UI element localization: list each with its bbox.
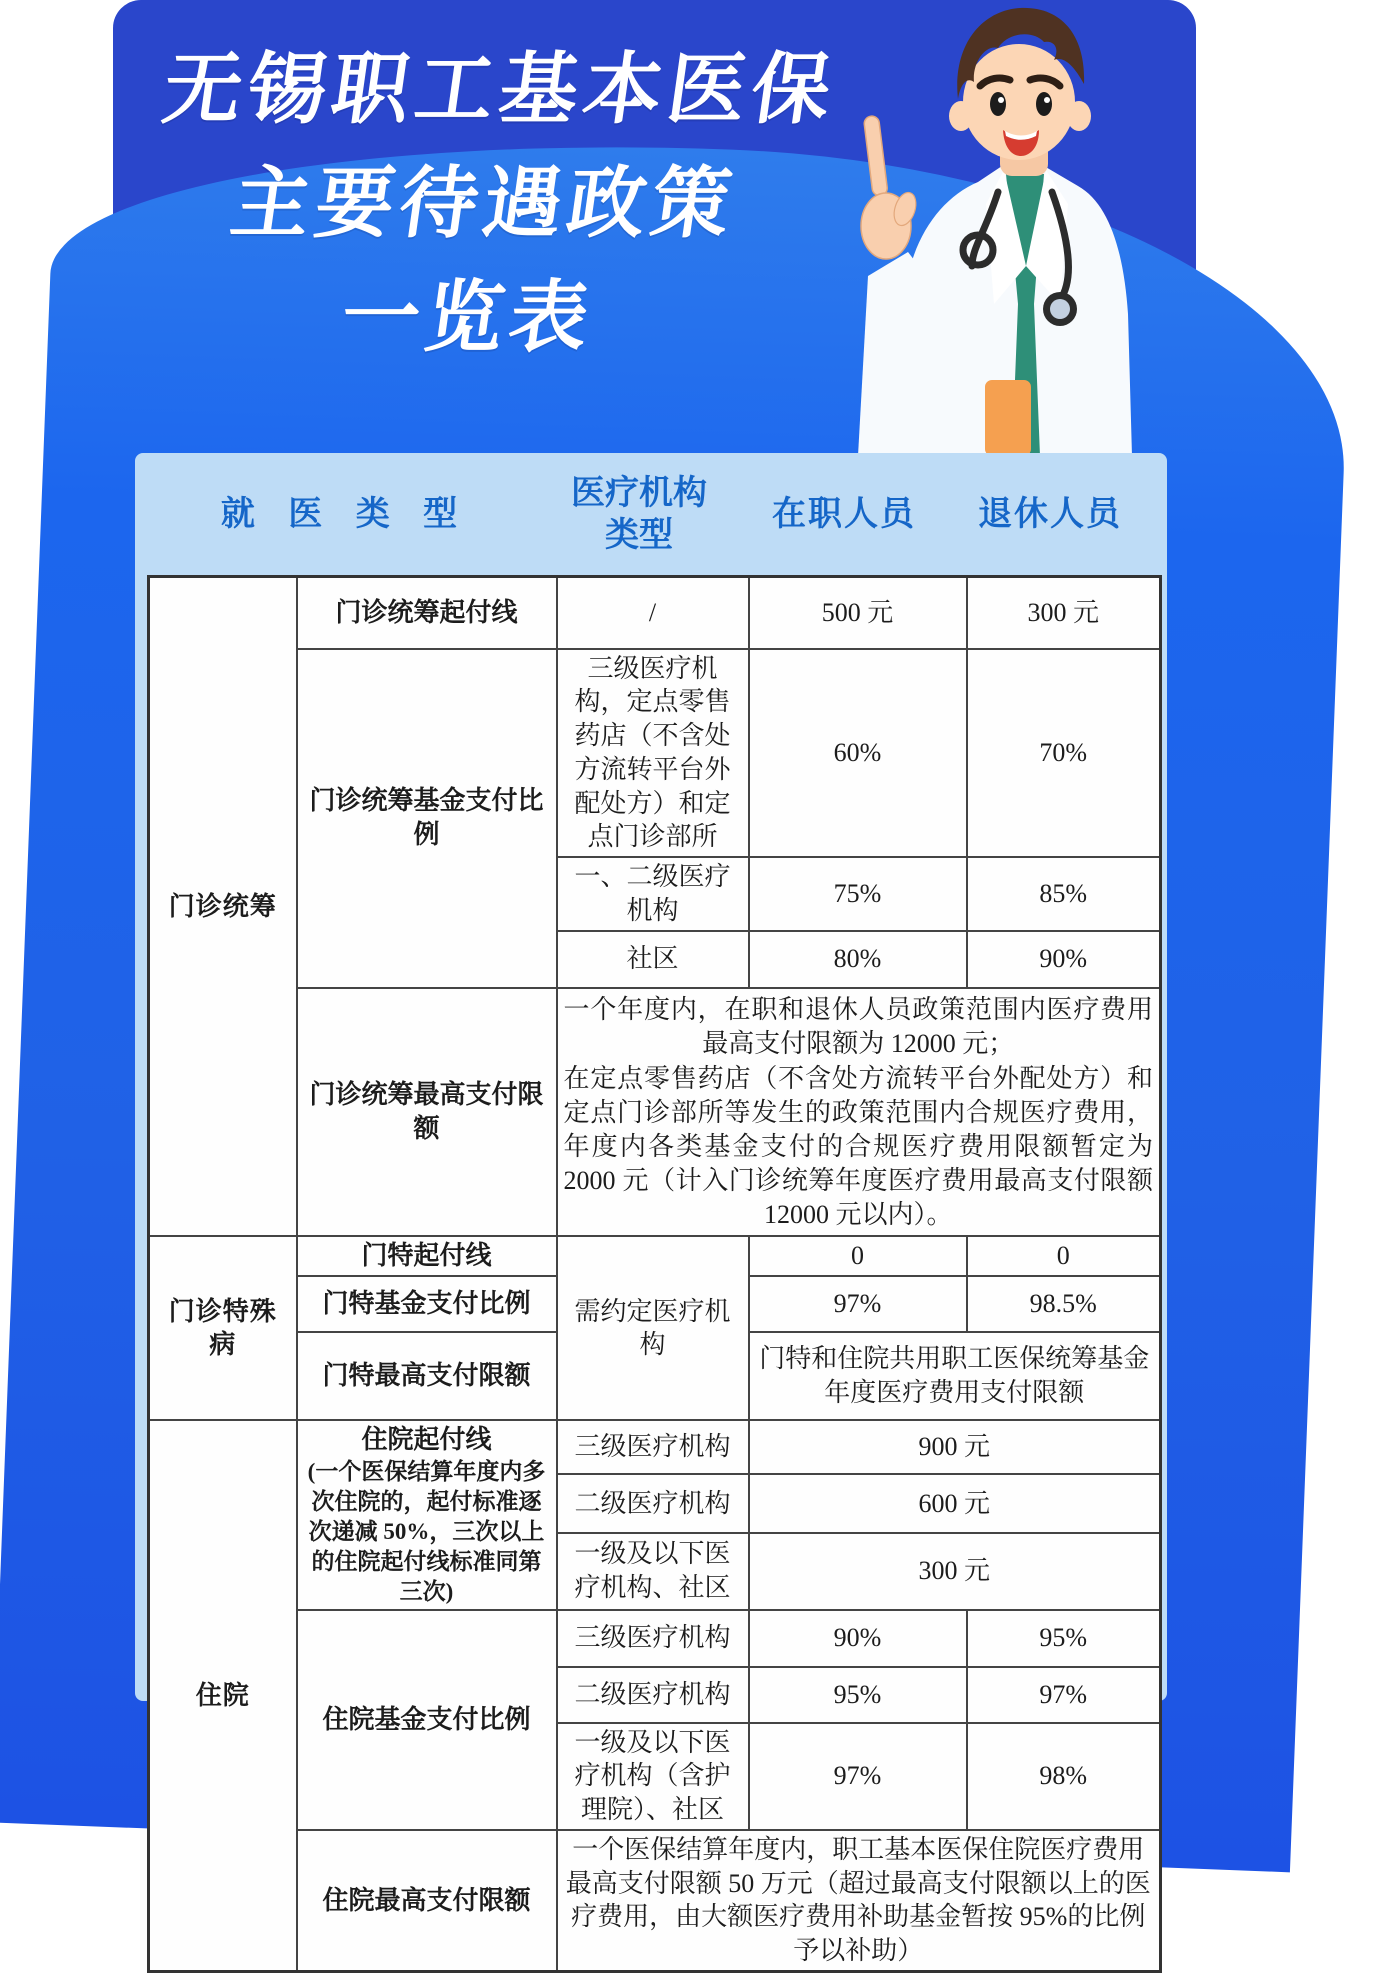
- r9-value: 900 元: [749, 1420, 1161, 1474]
- r5-text-paragraph-2: 在定点零售药店（不含处方流转平台外配处方）和定点门诊部所等发生的政策范围内合规医疗费用，年度内各类基金支付的合规医疗费用限额暂定为 2000 元（计入门诊统筹年度医疗费用最高支付限额 12000 元以内）。: [563, 1064, 1153, 1229]
- r13-org: 二级医疗机构: [557, 1667, 749, 1723]
- r7-label: 门特基金支付比例: [297, 1276, 557, 1332]
- r4-retired: 90%: [967, 931, 1161, 988]
- group-inpatient: 住院: [149, 1420, 297, 1971]
- r1-retired: 300 元: [967, 577, 1161, 649]
- r12-label: 住院基金支付比例: [297, 1610, 557, 1830]
- r4-org: 社区: [557, 931, 749, 988]
- r3-active: 75%: [749, 857, 967, 931]
- r8-text: 门特和住院共用职工医保统筹基金年度医疗费用支付限额: [749, 1332, 1161, 1420]
- group-outpatient-special: 门诊特殊病: [149, 1236, 297, 1420]
- r9-org: 三级医疗机构: [557, 1420, 749, 1474]
- page-title-line-1: 无锡职工基本医保: [157, 45, 843, 133]
- r2-org: 三级医疗机构，定点零售药店（不含处方流转平台外配处方）和定点门诊部所: [557, 649, 749, 858]
- clipboard: [985, 380, 1031, 456]
- r6-retired: 0: [967, 1236, 1161, 1276]
- doctor-eye-left: [990, 92, 1006, 116]
- table-panel: [135, 453, 1167, 1966]
- r11-org: 一级及以下医疗机构、社区: [557, 1533, 749, 1610]
- poster-background: [113, 0, 1196, 1966]
- r14-org: 一级及以下医疗机构（含护理院）、社区: [557, 1723, 749, 1830]
- header-retirees: 退休人员: [978, 494, 1122, 533]
- r12-active: 90%: [749, 1610, 967, 1667]
- r5-text-paragraph-1: 一个年度内，在职和退休人员政策范围内医疗费用最高支付限额为 12000 元；: [563, 994, 1153, 1058]
- r9-label-title: 住院起付线: [361, 1425, 492, 1455]
- r4-active: 80%: [749, 931, 967, 988]
- doctor-eye-right: [1036, 92, 1052, 116]
- r6-active: 0: [749, 1236, 967, 1276]
- r15-label: 住院最高支付限额: [297, 1830, 557, 1972]
- doctor-illustration: [848, 4, 1153, 456]
- r14-active: 97%: [749, 1723, 967, 1830]
- r1-active: 500 元: [749, 577, 967, 649]
- r3-retired: 85%: [967, 857, 1161, 931]
- r10-org: 二级医疗机构: [557, 1474, 749, 1532]
- shared-org-cell: 需约定医疗机构: [557, 1236, 749, 1420]
- r14-retired: 98%: [967, 1723, 1161, 1830]
- r13-retired: 97%: [967, 1667, 1161, 1723]
- doctor-pointing-hand-icon: [861, 115, 920, 259]
- r8-label: 门特最高支付限额: [297, 1332, 557, 1420]
- r15-text: 一个医保结算年度内，职工基本医保住院医疗费用最高支付限额 50 万元（超过最高支付限额以上的医疗费用，由大额医疗费用补助基金暂按 95%的比例予以补助）: [557, 1830, 1161, 1972]
- r5-text: [557, 988, 1161, 1237]
- r2-label: 门诊统筹基金支付比例: [297, 649, 557, 988]
- group-outpatient-pooling: 门诊统筹: [149, 577, 297, 1237]
- r7-retired: 98.5%: [967, 1276, 1161, 1332]
- r9-label: [297, 1420, 557, 1609]
- r1-label: 门诊统筹起付线: [297, 577, 557, 649]
- r11-value: 300 元: [749, 1533, 1161, 1610]
- r9-label-note: (一个医保结算年度内多次住院的，起付标准逐次递减 50%，三次以上的住院起付线标准同第三次): [307, 1459, 546, 1604]
- r1-org: /: [557, 577, 749, 649]
- header-visit-type: 就 医 类 型: [220, 494, 470, 533]
- header-institution-type: 医疗机构类型: [571, 473, 707, 554]
- page-title-line-3: 一览表: [335, 273, 601, 361]
- header-active-employees: 在职人员: [772, 494, 916, 533]
- r6-label: 门特起付线: [297, 1236, 557, 1276]
- r13-active: 95%: [749, 1667, 967, 1723]
- table-header-row: [135, 453, 1167, 575]
- r10-value: 600 元: [749, 1474, 1161, 1532]
- r3-org: 一、二级医疗机构: [557, 857, 749, 931]
- r2-active: 60%: [749, 649, 967, 858]
- r2-retired: 70%: [967, 649, 1161, 858]
- page-title: [97, 45, 870, 361]
- r7-active: 97%: [749, 1276, 967, 1332]
- r12-retired: 95%: [967, 1610, 1161, 1667]
- r12-org: 三级医疗机构: [557, 1610, 749, 1667]
- policy-table: [147, 575, 1162, 1973]
- r5-label: 门诊统筹最高支付限额: [297, 988, 557, 1237]
- page-title-line-2: 主要待遇政策: [225, 159, 743, 247]
